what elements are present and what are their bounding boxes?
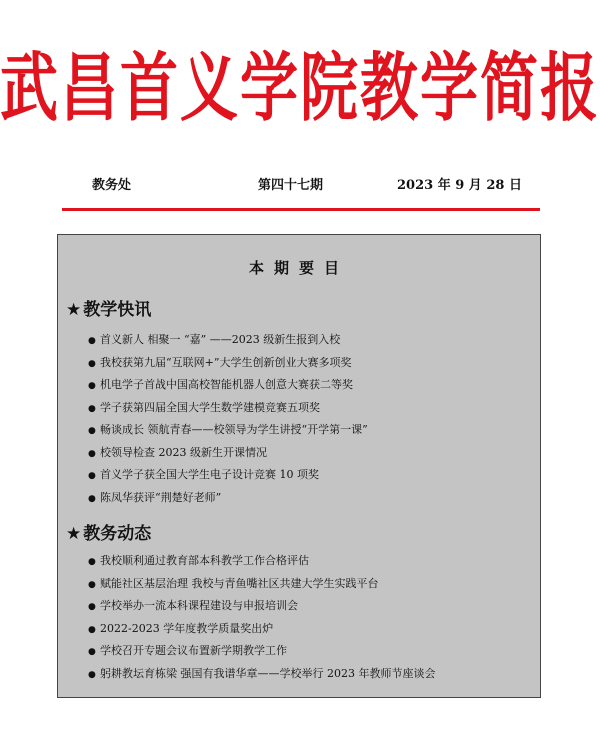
bullet-icon: ● (88, 557, 96, 567)
star-icon: ★ (66, 300, 82, 320)
bullet-icon: ● (88, 471, 96, 481)
bullet-icon: ● (88, 493, 96, 504)
list-item[interactable]: ● 首义学子获全国大学生电子设计竞赛 10 项奖 (88, 464, 368, 487)
list-item[interactable]: ● 赋能社区基层治理 我校与青鱼嘴社区共建大学生实践平台 (88, 573, 435, 596)
teaching-news-list (88, 329, 368, 509)
issue-number: 第四十七期 (258, 178, 324, 193)
list-item[interactable]: ● 2022-2023 学年度教学质量奖出炉 (88, 618, 435, 641)
list-item[interactable]: ● 我校顺利通过教育部本科教学工作合格评估 (88, 550, 435, 573)
bullet-icon: ● (88, 647, 96, 657)
bullet-icon: ● (88, 624, 96, 635)
academic-affairs-list (88, 550, 435, 685)
list-item[interactable]: ● 校领导检查 2023 级新生开课情况 (88, 442, 368, 465)
section-heading-teaching-news: ★ 教学快讯 (66, 300, 152, 320)
bullet-icon: ● (88, 336, 96, 346)
bullet-icon: ● (88, 602, 96, 612)
list-item[interactable]: ● 躬耕教坛育栋梁 强国有我谱华章——学校举行 2023 年教师节座谈会 (88, 663, 435, 686)
list-item[interactable]: ● 我校获第九届“互联网+”大学生创新创业大赛多项奖 (88, 352, 368, 375)
bullet-icon: ● (88, 579, 96, 590)
contents-title: 本期要目 (248, 259, 349, 277)
list-item[interactable]: ● 陈凤华获评“荆楚好老师” (88, 487, 368, 510)
bullet-icon: ● (88, 381, 96, 391)
bullet-icon: ● (88, 358, 96, 369)
list-item[interactable]: ● 学校召开专题会议布置新学期教学工作 (88, 640, 435, 663)
list-item[interactable]: ● 机电学子首战中国高校智能机器人创意大赛获二等奖 (88, 374, 368, 397)
newsletter-masthead: 武昌首义学院教学简报 (0, 44, 600, 132)
star-icon: ★ (66, 524, 82, 544)
bullet-icon: ● (88, 448, 96, 459)
list-item[interactable]: ● 畅谈成长 领航青春——校领导为学生讲授“开学第一课” (88, 419, 368, 442)
list-item[interactable]: ● 学校举办一流本科课程建设与申报培训会 (88, 595, 435, 618)
section-heading-academic-affairs: ★ 教务动态 (66, 524, 152, 544)
bullet-icon: ● (88, 403, 96, 414)
list-item[interactable]: ● 首义新人 相聚一 “嘉” ——2023 级新生报到入校 (88, 329, 368, 352)
bullet-icon: ● (88, 426, 96, 436)
table-of-contents-box (57, 234, 541, 698)
bullet-icon: ● (88, 669, 96, 680)
department-label: 教务处 (92, 178, 132, 193)
list-item[interactable]: ● 学子获第四届全国大学生数学建模竞赛五项奖 (88, 397, 368, 420)
header-divider (62, 208, 540, 211)
issue-date: 2023 年 9 月 28 日 (397, 178, 522, 193)
